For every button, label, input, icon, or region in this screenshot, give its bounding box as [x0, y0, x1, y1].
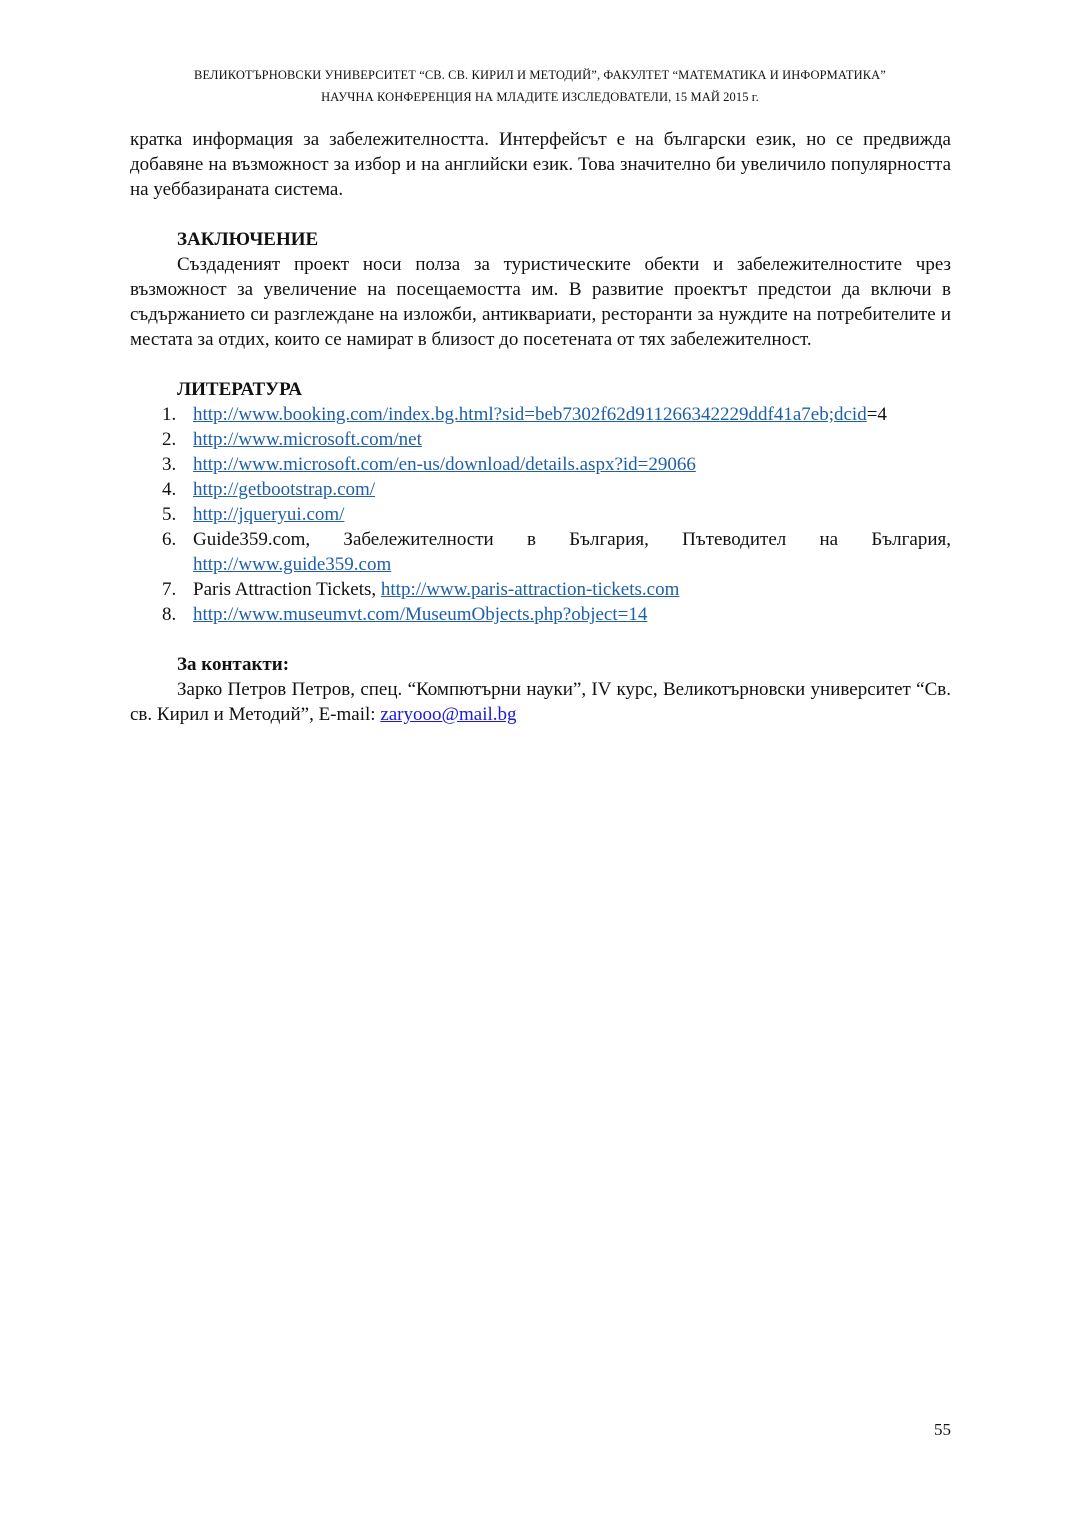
reference-link[interactable]: http://www.microsoft.com/net: [193, 429, 422, 450]
reference-link[interactable]: http://www.paris-attraction-tickets.com: [380, 579, 680, 600]
reference-suffix: =4: [866, 404, 887, 425]
reference-item: [130, 577, 951, 602]
reference-number: 1.: [162, 404, 177, 425]
reference-list: [130, 402, 951, 627]
intro-paragraph: кратка информация за забележителността. Интерфейсът е на български език, но се предвижда добавяне на възможност за избор и на английски език. Това значително би увеличило популярността на уеббазираната система.: [130, 129, 951, 200]
reference-text: Paris Attraction Tickets,: [193, 579, 381, 600]
reference-link[interactable]: http://www.booking.com/index.bg.html?sid=beb7302f62d911266342229ddf41a7eb;dcid: [193, 404, 867, 425]
reference-number: 7.: [162, 579, 177, 600]
reference-number: 3.: [162, 454, 177, 475]
conclusion-paragraph: Създаденият проект носи полза за туристическите обекти и забележителностите чрез възможност за увеличение на посещаемостта им. В развитие проектът предстои да включи в съдържанието си разглеждане на изложби, антиквариати, ресторанти за нуждите на потребителите и местата за отдих, които се намират в близост до посетената от тях забележителност.: [130, 254, 951, 350]
reference-item: [130, 602, 951, 627]
spacer: [130, 202, 951, 227]
contacts-heading: За контакти:: [177, 654, 290, 675]
contacts-paragraph: [130, 677, 951, 727]
reference-item: [130, 502, 951, 527]
reference-link[interactable]: http://www.microsoft.com/en-us/download/details.aspx?id=29066: [193, 454, 696, 475]
reference-number: 6.: [162, 529, 177, 550]
reference-item: [130, 402, 951, 427]
reference-item: [130, 527, 951, 577]
spacer: [130, 352, 951, 377]
contacts-text: Зарко Петров Петров, спец. “Компютърни науки”, IV курс, Великотърновски университет “Св. св. Кирил и Методий”, E-mail:: [130, 679, 951, 725]
reference-item: [130, 452, 951, 477]
reference-number: 4.: [162, 479, 177, 500]
reference-link[interactable]: http://www.museumvt.com/MuseumObjects.php?object=14: [193, 604, 648, 625]
running-header: [0, 64, 1080, 108]
spacer: [130, 627, 951, 652]
reference-link[interactable]: http://getbootstrap.com/: [193, 479, 376, 500]
reference-number: 2.: [162, 429, 177, 450]
reference-item: [130, 427, 951, 452]
literature-heading: ЛИТЕРАТУРА: [177, 379, 303, 400]
reference-item: [130, 477, 951, 502]
reference-text: Guide359.com, Забележителности в България, Пътеводител на България,: [193, 529, 951, 550]
reference-number: 8.: [162, 604, 177, 625]
header-conference-line: НАУЧНА КОНФЕРЕНЦИЯ НА МЛАДИТЕ ИЗСЛЕДОВАТЕЛИ, 15 МАЙ 2015 г.: [321, 90, 759, 104]
header-university-line: ВЕЛИКОТЪРНОВСКИ УНИВЕРСИТЕТ “СВ. СВ. КИРИЛ И МЕТОДИЙ”, ФАКУЛТЕТ “МАТЕМАТИКА И ИНФОРМАТИКА”: [194, 68, 886, 82]
reference-link[interactable]: http://www.guide359.com: [193, 554, 392, 575]
page-number: 55: [934, 1420, 951, 1439]
conclusion-heading: ЗАКЛЮЧЕНИЕ: [177, 229, 319, 250]
reference-number: 5.: [162, 504, 177, 525]
email-link[interactable]: zaryooo@mail.bg: [380, 704, 517, 725]
reference-link[interactable]: http://jqueryui.com/: [193, 504, 345, 525]
main-content: [130, 127, 951, 727]
